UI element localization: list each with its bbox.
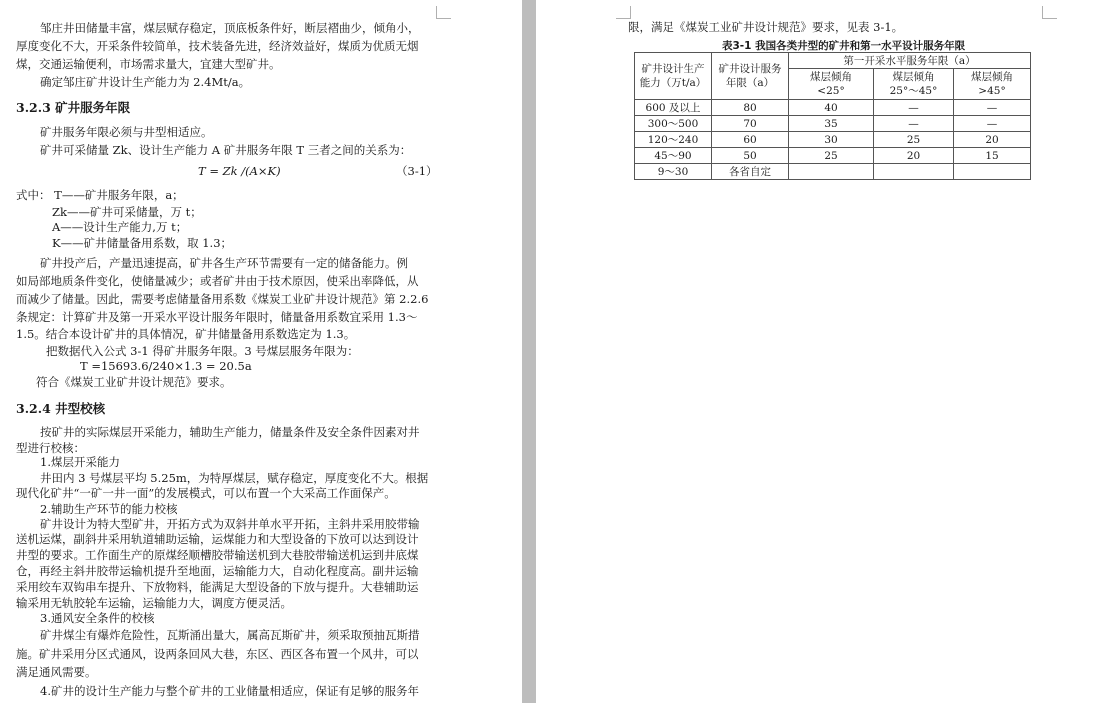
table-cell: 25 [874,132,954,148]
paragraph-line: 煤，交通运输便利，市场需求量大，宜建大型矿井。 [16,57,281,71]
subsection-title: 2.辅助生产环节的能力校核 [40,502,178,516]
paragraph-line: 矿井服务年限必须与井型相适应。 [40,125,213,139]
formula-definition: 式中： T——矿井服务年限，a； [16,188,184,202]
paragraph-line: 邹庄井田储量丰富，煤层赋存稳定，顶底板条件好，断层褶曲少，倾角小， [40,21,420,35]
table-row [635,116,1031,132]
header-text: 矿井设计生产 [641,63,705,75]
table-cell: 20 [954,132,1031,148]
table-row [635,132,1031,148]
table-cell: 30 [789,132,874,148]
paragraph-line: 施。矿井采用分区式通风，设两条回风大巷，东区、西区各布置一个风井，可以 [16,647,419,661]
table-cell: 35 [789,116,874,132]
table-cell [954,164,1031,180]
formula-definition: K——矿井储量备用系数，取 1.3； [52,236,233,250]
header-text: 25°～45° [889,85,938,97]
header-text: 矿井设计服务 [718,63,782,75]
table-row [635,148,1031,164]
table-cell: — [874,100,954,116]
table-cell: — [954,100,1031,116]
table-cell: 25 [789,148,874,164]
subsection-title: 1.煤层开采能力 [40,455,120,469]
paragraph-line: 仓，再经主斜井胶带运输机提升至地面，运输能力大，自动化程度高。副井运输 [16,564,419,578]
table-cell: 70 [712,116,789,132]
paragraph-line: 现代化矿井“一矿一井一面”的发展模式，可以布置一个大采高工作面保产。 [16,486,396,500]
table-cell: 45～90 [635,148,712,164]
paragraph-line: 把数据代入公式 3-1 得矿井服务年限。3 号煤层服务年限为： [46,344,359,358]
header-text: <25° [817,85,845,97]
table-header-cell [954,69,1031,100]
paragraph-line: 矿井可采储量 Zk、设计生产能力 A 矿井服务年限 T 三者之间的关系为： [40,143,412,157]
paragraph-line: 采用绞车双钩串车提升、下放物料，能满足大型设备的下放与提升。大巷辅助运 [16,580,419,594]
paragraph-line: 符合《煤炭工业矿井设计规范》要求。 [36,375,232,389]
paragraph-line: 井田内 3 号煤层平均 5.25m，为特厚煤层，赋存稳定，厚度变化不大。根据 [40,471,429,485]
page-corner-mark [436,6,451,19]
table-header-cell [874,69,954,100]
table-cell: 20 [874,148,954,164]
table-cell [789,164,874,180]
table-header-cell: 第一开采水平服务年限（a） [789,53,1031,69]
paragraph-line: 矿井投产后，产量迅速提高，矿井各生产环节需要有一定的储备能力。例 [40,256,408,270]
paragraph-line: 送机运煤，副斜井采用轨道辅助运输，运煤能力和大型设备的下放可以达到设计 [16,532,419,546]
table-row [635,164,1031,180]
table-row [635,100,1031,116]
formula-definition: A——设计生产能力,万 t； [52,220,188,234]
table-header-cell [712,53,789,100]
table-cell: 50 [712,148,789,164]
paragraph-line: 限，满足《煤炭工业矿井设计规范》要求，见表 3-1。 [628,20,904,34]
table-cell: 120～240 [635,132,712,148]
paragraph-line: 按矿井的实际煤层开采能力，辅助生产能力，储量条件及安全条件因素对井 [40,425,420,439]
service-years-table [634,52,1031,180]
page-corner-mark [616,6,631,19]
paragraph-line: 矿井煤尘有爆炸危险性，瓦斯涌出量大，属高瓦斯矿井，须采取预抽瓦斯措 [40,628,420,642]
paragraph-line: 井型的要求。工作面生产的原煤经顺槽胶带输送机到大巷胶带输送机运到井底煤 [16,548,419,562]
table-cell: 60 [712,132,789,148]
table-cell: 80 [712,100,789,116]
document-page-right [536,0,1099,703]
table-cell: — [874,116,954,132]
header-text: 能力（万t/a） [639,77,707,89]
paragraph-line: 确定邹庄矿井设计生产能力为 2.4Mt/a。 [40,75,251,89]
page-corner-mark [1042,6,1057,19]
table-caption: 表3-1 我国各类井型的矿井和第一水平设计服务年限 [722,40,966,52]
table-header-row [635,53,1031,69]
section-heading-3-2-4: 3.2.4 井型校核 [16,401,106,416]
document-page-left [0,0,522,703]
calculation-result: T =15693.6/240×1.3 = 20.5a [80,359,252,373]
section-heading-3-2-3: 3.2.3 矿井服务年限 [16,100,131,115]
table-header-cell [789,69,874,100]
paragraph-line: 输采用无轨胶轮车运输，运输能力大，调度方便灵活。 [16,596,292,610]
paragraph-line: 4.矿井的设计生产能力与整个矿井的工业储量相适应，保证有足够的服务年 [40,684,419,698]
table-cell: 15 [954,148,1031,164]
subsection-title: 3.通风安全条件的校核 [40,611,155,625]
paragraph-line: 满足通风需要。 [16,665,97,679]
paragraph-line: 厚度变化不大，开采条件较简单，技术装备先进，经济效益好，煤质为优质无烟 [16,39,419,53]
table-cell: 300～500 [635,116,712,132]
table-cell [874,164,954,180]
header-text: 煤层倾角 [971,71,1013,83]
table-cell: 40 [789,100,874,116]
paragraph-line: 而减少了储量。因此，需要考虑储量备用系数《煤炭工业矿井设计规范》第 2.2.6 [16,292,429,306]
paragraph-line: 1.5。结合本设计矿井的具体情况，矿井储量备用系数选定为 1.3。 [16,327,356,341]
table-cell: — [954,116,1031,132]
table-header-cell [635,53,712,100]
paragraph-line: 型进行校核： [16,441,85,455]
page-gap [522,0,536,703]
paragraph-line: 条规定：计算矿井及第一开采水平设计服务年限时，储量备用系数宜采用 1.3～ [16,310,418,324]
table-cell: 各省自定 [712,164,789,180]
formula-3-1: T = Zk /(A×K) [198,164,281,178]
header-text: >45° [978,85,1006,97]
paragraph-line: 矿井设计为特大型矿井，开拓方式为双斜井单水平开拓，主斜井采用胶带输 [40,517,420,531]
formula-number: （3-1） [396,164,438,178]
table-cell: 600 及以上 [635,100,712,116]
formula-definition: Zk——矿井可采储量，万 t； [52,205,202,219]
header-text: 年限（a） [725,77,775,89]
header-text: 煤层倾角 [892,71,935,83]
header-text: 煤层倾角 [810,71,852,83]
paragraph-line: 如局部地质条件变化，使储量减少；或者矿井由于技术原因，使采出率降低，从 [16,274,419,288]
table-cell: 9～30 [635,164,712,180]
